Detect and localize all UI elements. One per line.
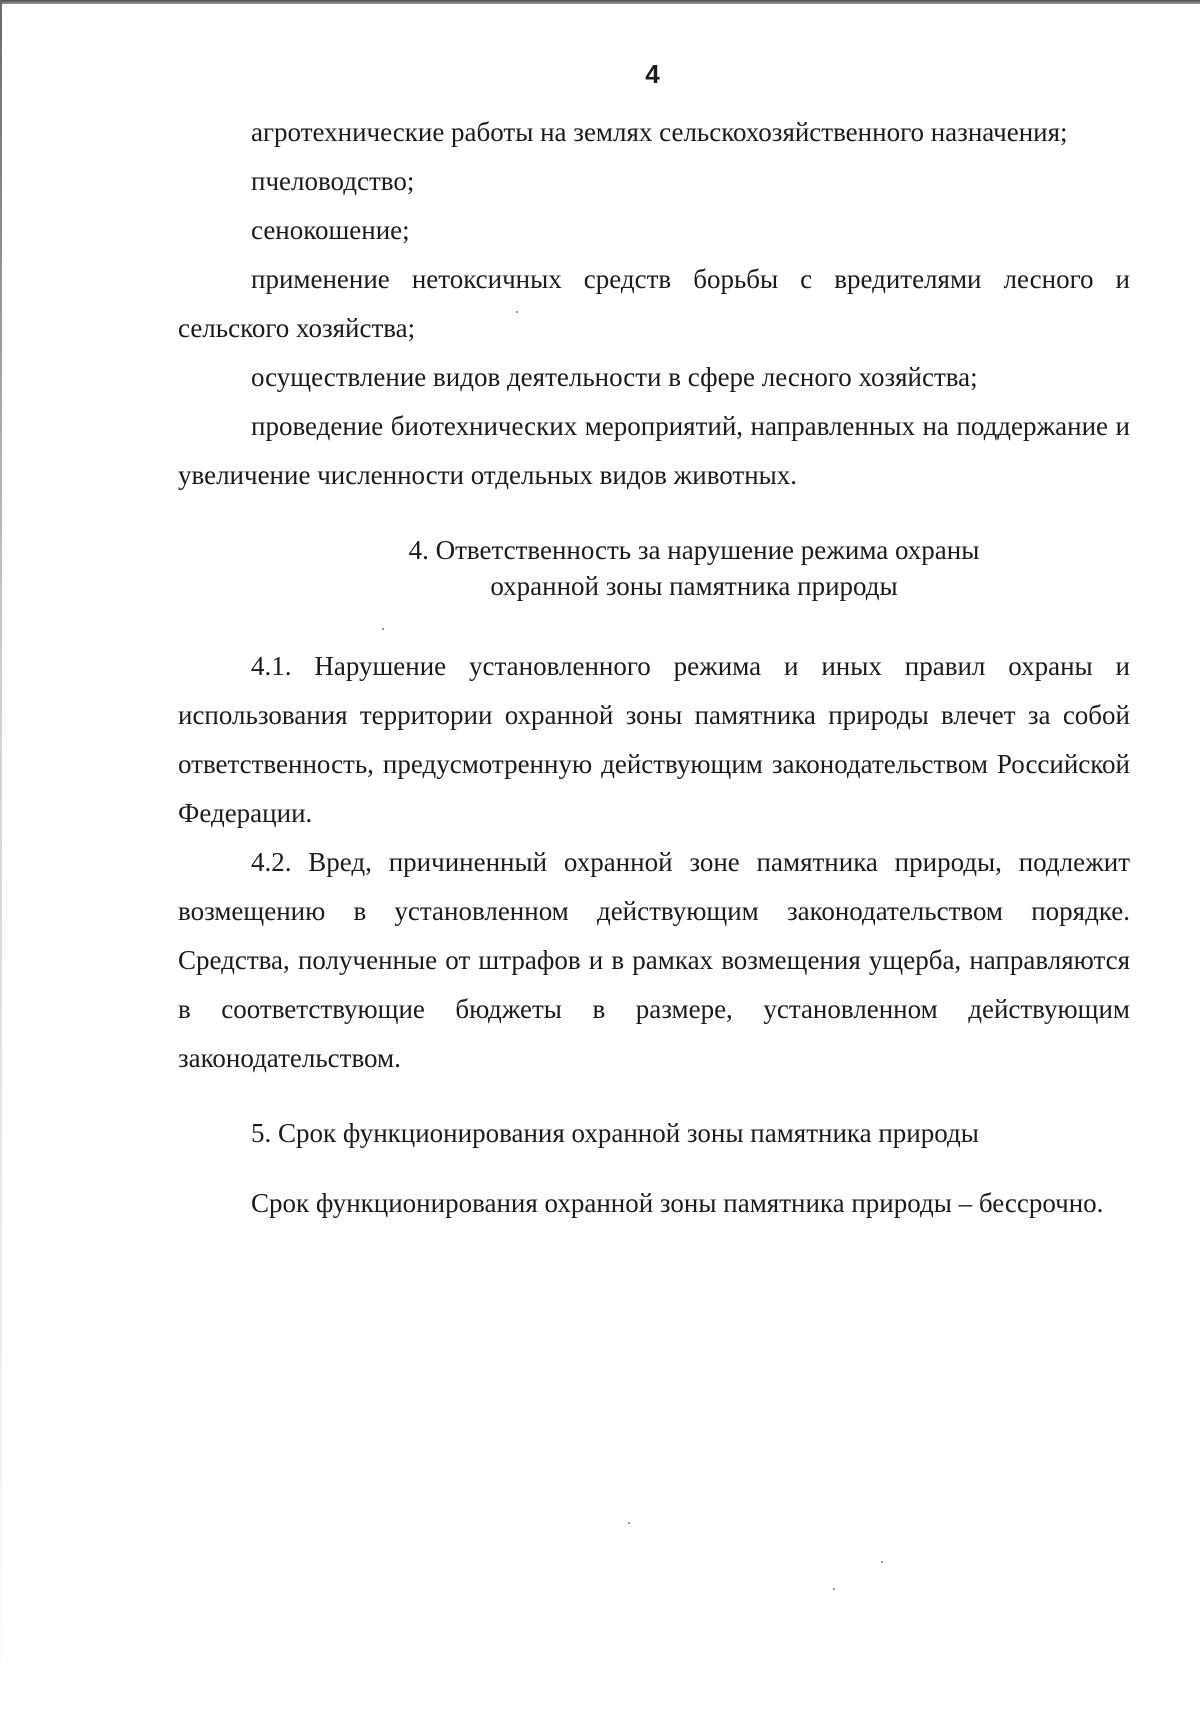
list-item: пчеловодство; — [251, 166, 415, 196]
list-item: проведение биотехнических мероприятий, направленных на поддержание и увеличение численности отдельных видов животных. — [178, 411, 1130, 490]
section-5-heading: 5. Срок функционирования охранной зоны памятника природы — [251, 1118, 979, 1148]
section-3-list — [178, 108, 1130, 500]
section-heading-line: 4. Ответственность за нарушение режима охраны — [408, 535, 980, 565]
list-item: осуществление видов деятельности в сфере лесного хозяйства; — [251, 362, 978, 392]
section-heading-line: охранной зоны памятника природы — [490, 571, 898, 601]
scan-top-edge — [0, 0, 1200, 4]
list-item: применение нетоксичных средств борьбы с вредителями лесного и сельского хозяйства; — [178, 264, 1130, 343]
scan-speck — [881, 1561, 883, 1563]
section-4-heading — [178, 532, 1130, 604]
document-body — [178, 109, 1130, 1228]
scan-speck — [628, 1522, 630, 1524]
page-number: 4 — [645, 59, 660, 89]
scan-speck — [833, 1588, 835, 1590]
list-item: сенокошение; — [251, 215, 410, 245]
paragraph-5: Срок функционирования охранной зоны памятника природы – бессрочно. — [251, 1188, 1104, 1218]
scan-left-edge — [0, 0, 2, 1709]
paragraph-4-2: 4.2. Вред, причиненный охранной зоне памятника природы, подлежит возмещению в установленном действующим законодательством порядке. Средства, полученные от штрафов и в рамках возмещения ущерба, направляются в соответствующие бюджеты в размере, установленном действующим законодательством. — [178, 847, 1130, 1073]
list-item: агротехнические работы на землях сельскохозяйственного назначения; — [251, 117, 1068, 147]
paragraph-4-1: 4.1. Нарушение установленного режима и иных правил охраны и использования территории охранной зоны памятника природы влечет за собой ответственность, предусмотренную действующим законодательством Российской Федерации. — [178, 651, 1130, 828]
